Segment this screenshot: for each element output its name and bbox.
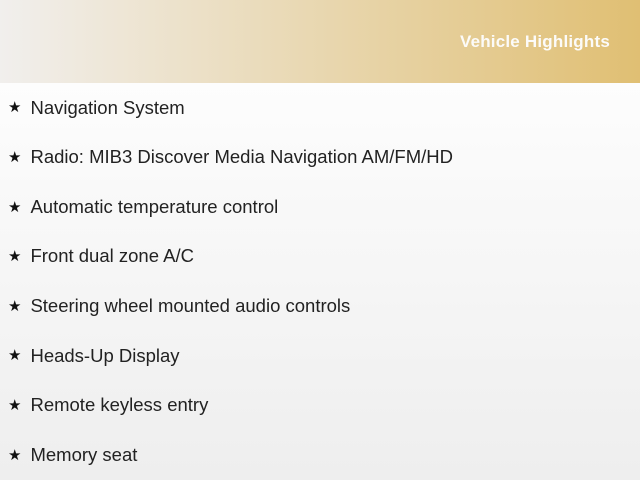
list-item-label: Radio: MIB3 Discover Media Navigation AM/FM/HD xyxy=(30,146,454,168)
list-item-label: Front dual zone A/C xyxy=(30,245,194,267)
list-item xyxy=(0,182,640,232)
star-icon: ★ xyxy=(8,148,22,166)
header-banner xyxy=(0,0,640,83)
list-item xyxy=(0,430,640,480)
star-icon: ★ xyxy=(8,397,22,415)
list-item-label: Remote keyless entry xyxy=(30,394,209,416)
star-icon: ★ xyxy=(8,198,22,216)
list-item-label: Memory seat xyxy=(30,443,138,465)
list-item xyxy=(0,83,640,133)
list-item xyxy=(0,282,640,332)
list-item-label: Automatic temperature control xyxy=(30,195,279,217)
list-item-label: Navigation System xyxy=(30,96,185,118)
list-item-label: Heads-Up Display xyxy=(30,344,180,366)
star-icon: ★ xyxy=(8,248,22,266)
star-icon: ★ xyxy=(8,297,22,315)
list-item xyxy=(0,381,640,431)
page-title: Vehicle Highlights xyxy=(459,31,610,51)
star-icon: ★ xyxy=(8,446,22,464)
star-icon: ★ xyxy=(8,347,22,365)
list-item xyxy=(0,232,640,282)
star-icon: ★ xyxy=(8,99,22,117)
list-item xyxy=(0,331,640,381)
list-item xyxy=(0,133,640,183)
highlights-list xyxy=(0,83,640,480)
list-item-label: Steering wheel mounted audio controls xyxy=(30,295,351,317)
